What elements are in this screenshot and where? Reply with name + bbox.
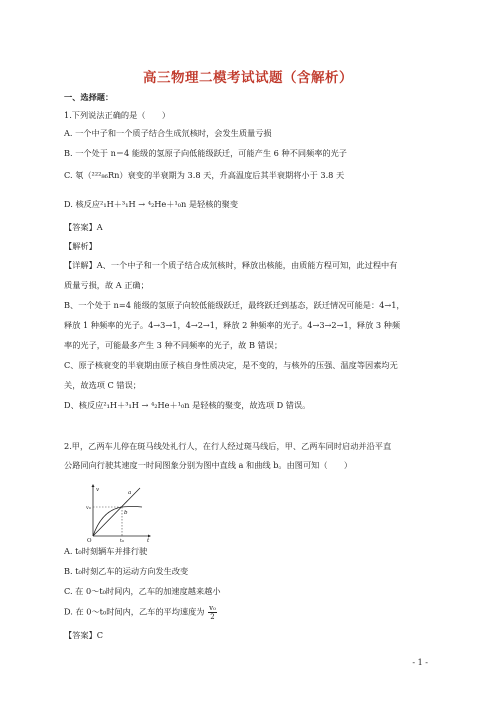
q1-analysis-label: 【解析】 [64, 241, 97, 251]
q2-stem-line: 公路同向行驶其速度一时间图象分别为图中直线 a 和曲线 b。由图可知（ ） [64, 460, 353, 470]
line-a [93, 488, 140, 536]
v0-label: v₀ [86, 505, 91, 511]
velocity-time-graph [86, 484, 152, 542]
page-number: - 1 - [412, 658, 428, 667]
line-a-label: a [128, 490, 132, 496]
q1-detail-line: 质量亏损，故 A 正确； [64, 280, 149, 290]
q1-detail-line: C、原子核衰变的半衰期由原子核自身性质决定，是不变的，与核外的压强、温度等因素均无 [64, 360, 398, 370]
origin-label: O [87, 538, 92, 542]
q1-option-c: C. 氡（²²²₈₆Rn）衰变的半衰期为 3.8 天，升高温度后其半衰期将小于 3.8 天 [64, 170, 345, 180]
q1-detail-line: 释放 1 种频率的光子。4→3→1，4→2→1，释放 2 种频率的光子。4→3→2→1，释放 3 种频 [64, 320, 401, 330]
q1-detail-line: 【详解】A、一个中子和一个质子结合成氘核时，释放出核能，由质能方程可知，此过程中有 [64, 260, 398, 270]
q1-option-a: A. 一个中子和一个质子结合生成氘核时，会发生质量亏损 [64, 128, 272, 138]
q2-option-c: C. 在 0～t₀时间内，乙车的加速度越来越小 [64, 586, 221, 596]
q1-detail-line: B、一个处于 n=4 能级的氢原子向较低能级跃迁，最终跃迁到基态，跃迁情况可能是：4→1， [64, 300, 405, 310]
q1-stem: 1.下列说法正确的是（ ） [64, 110, 171, 120]
section-heading: 一、选择题： [64, 92, 114, 102]
curve-b-label: b [124, 510, 128, 516]
average-velocity-fraction [208, 604, 217, 621]
q1-detail-line: D、核反应²₁H＋³₁H → ⁴₂He＋¹₀n 是轻核的聚变，故选项 D 错误。 [64, 400, 311, 410]
q1-detail-line: 关，故选项 C 错误； [64, 380, 141, 390]
t0-label: t₀ [120, 538, 125, 542]
fraction-denominator: 2 [210, 613, 215, 621]
v-axis-label: v [96, 487, 100, 493]
q1-answer: 【答案】A [64, 222, 103, 232]
q1-option-d: D. 核反应²₁H＋³₁H → ⁴₂He＋¹₀n 是轻核的聚变 [64, 199, 239, 209]
q2-option-d [64, 604, 217, 621]
q1-option-b: B. 一个处于 n＝4 能级的氢原子向低能级跃迁，可能产生 6 种不同频率的光子 [64, 148, 347, 158]
page-title: 高三物理二模考试试题（含解析） [143, 70, 353, 86]
q2-answer: 【答案】C [64, 630, 104, 640]
q2-option-b: B. t₀时刻乙车的运动方向发生改变 [64, 566, 189, 576]
q2-option-d-text: D. 在 0～t₀时间内，乙车的平均速度为 [64, 606, 205, 617]
t-axis-label: t [147, 538, 150, 542]
v-axis-arrow [92, 484, 95, 487]
q1-detail-line: 率的光子，可能最多产生 3 种不同频率的光子，故 B 错误； [64, 340, 283, 350]
fraction-numerator: v₀ [209, 604, 216, 612]
q2-stem-line: 2.甲，乙两车儿停在斑马线处礼行人，在行人经过斑马线后，甲、乙两车同时启动并沿平直 [64, 441, 392, 451]
q2-option-a: A. t₀时刻辆车并排行驶 [64, 546, 148, 556]
